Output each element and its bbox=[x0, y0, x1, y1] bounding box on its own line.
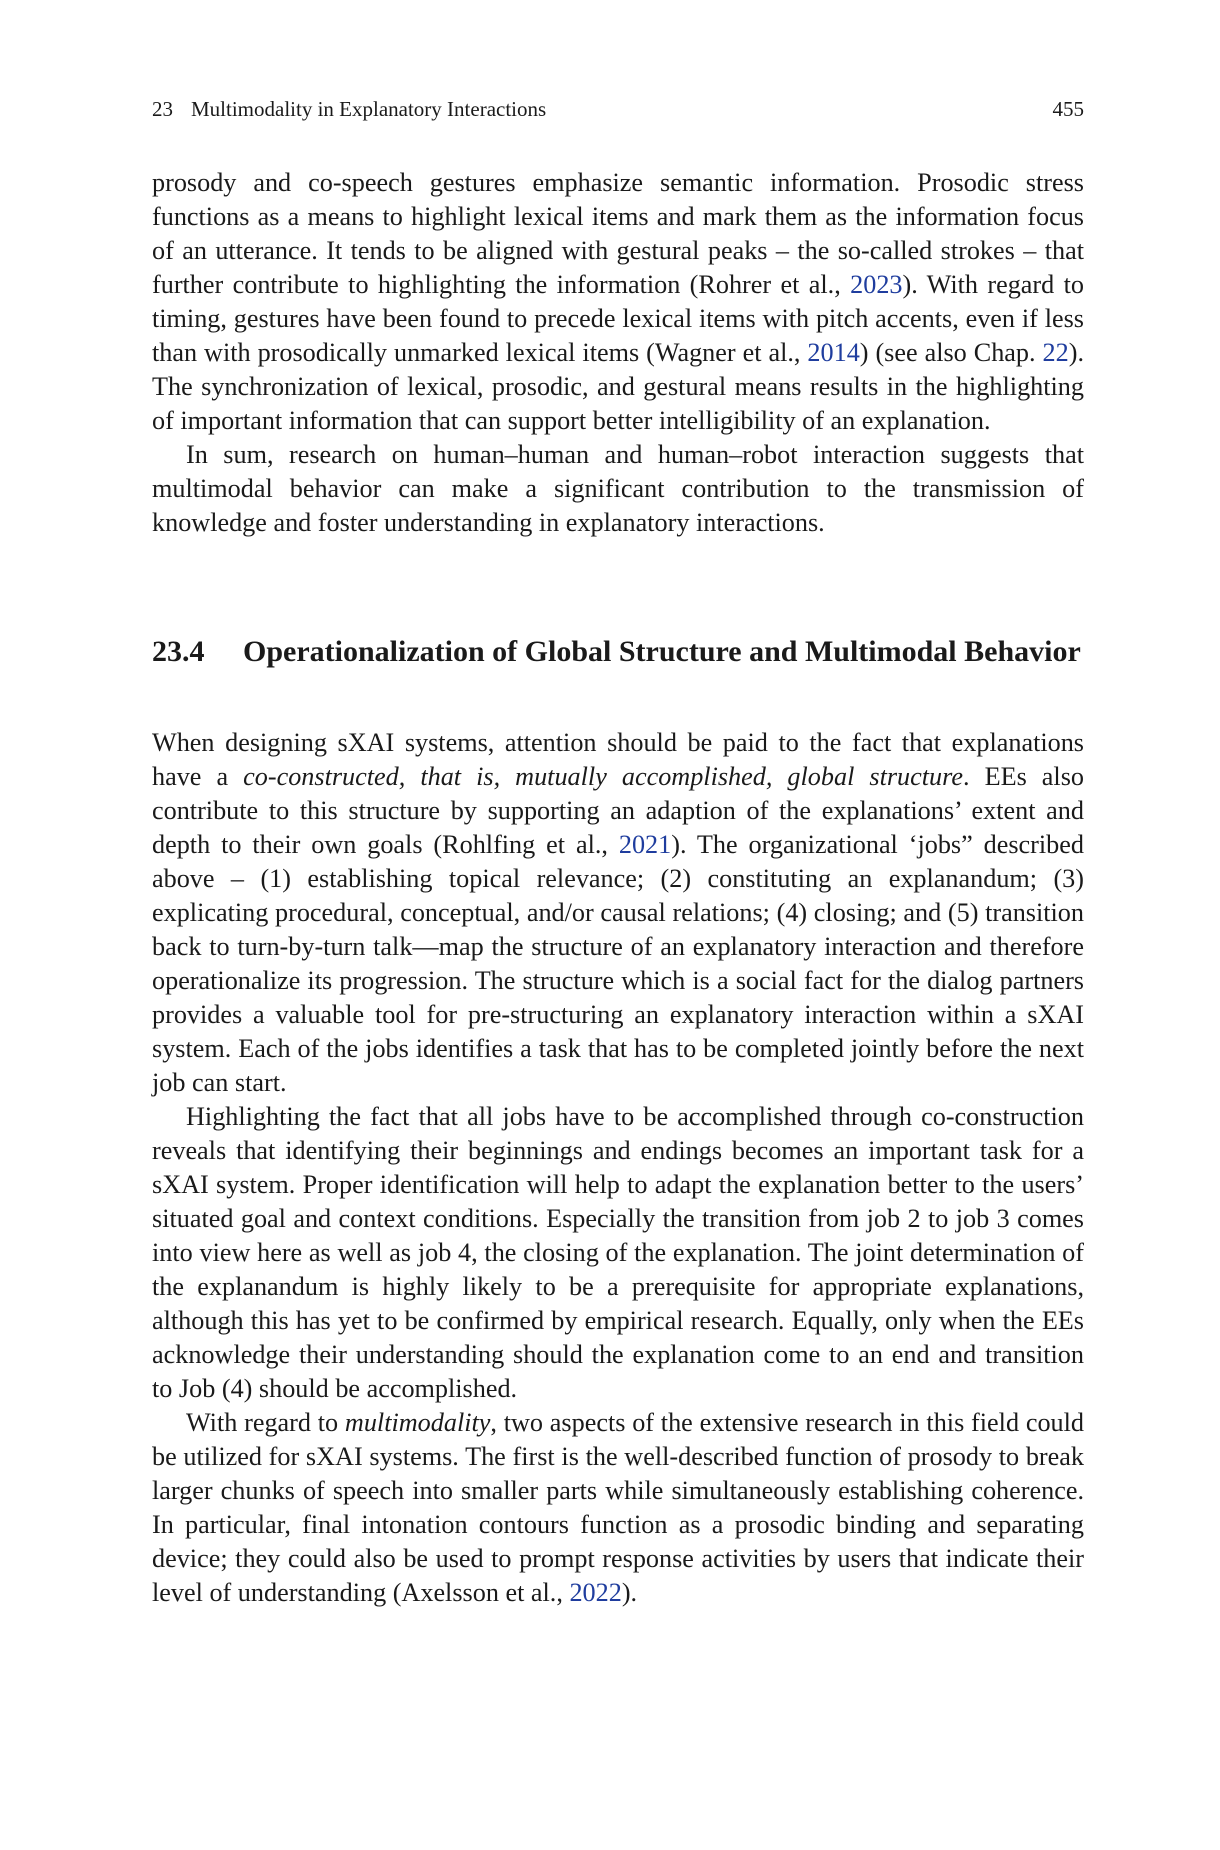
running-head bbox=[152, 96, 1084, 122]
chapter-22-link[interactable]: 22 bbox=[1042, 338, 1069, 367]
para3-text-3: ). The organizational ‘jobs” described above – (1) establishing topical relevance; (2) constituting an explanandum; (3) explicating procedural, conceptual, and/or causal relations; (4) closing; and (5) transition back to turn-by-turn talk—map the structure of an explanatory interaction and therefore operationalize its progression. The structure which is a social fact for the dialog partners provides a valuable tool for pre-structuring an explanatory interaction within a sXAI system. Each of the jobs identifies a task that has to be completed jointly before the next job can start. bbox=[152, 830, 1084, 1097]
para5-text-1: With regard to bbox=[186, 1408, 345, 1437]
chapter-title: Multimodality in Explanatory Interactions bbox=[191, 97, 547, 121]
paragraph-prosody-gestures bbox=[152, 166, 1084, 438]
paragraph-sxai-design bbox=[152, 726, 1084, 1100]
para3-text-2: . EEs also contribute to this structure by supporting an adaption of the explanations’ extent and depth to their own goals (Rohlfing et al., bbox=[152, 762, 1084, 859]
section-title: Operationalization of Global Structure and Multimodal Behavior bbox=[243, 635, 1081, 668]
section-number: 23.4 bbox=[152, 635, 205, 668]
citation-wagner-2014[interactable]: 2014 bbox=[807, 338, 860, 367]
para1-text-4: ). The synchronization of lexical, prosodic, and gestural means results in the highlighting of important information that can support better intelligibility of an explanation. bbox=[152, 338, 1084, 435]
para1-text-1: prosody and co-speech gestures emphasize semantic information. Prosodic stress functions as a means to highlight lexical items and mark them as the information focus of an utterance. It tends to be aligned with gestural peaks – the so-called strokes – that further contribute to highlighting the information (Rohrer et al., bbox=[152, 168, 1084, 299]
para1-text-3: ) (see also Chap. bbox=[859, 338, 1043, 367]
para1-text-2: ). With regard to timing, gestures have been found to precede lexical items with pitch accents, even if less than with prosodically unmarked lexical items (Wagner et al., bbox=[152, 270, 1084, 367]
para3-text-1: When designing sXAI systems, attention should be paid to the fact that explanations have a bbox=[152, 728, 1084, 791]
para3-emphasis: co-constructed, that is, mutually accomplished, global structure bbox=[243, 762, 963, 791]
para5-text-3: ). bbox=[621, 1578, 638, 1607]
section-heading bbox=[152, 632, 1084, 672]
paragraph-multimodality bbox=[152, 1406, 1084, 1610]
para5-emphasis: multimodality bbox=[344, 1408, 491, 1437]
book-page bbox=[152, 96, 1084, 1610]
page-number: 455 bbox=[1052, 97, 1084, 121]
para5-text-2: , two aspects of the extensive research in this field could be utilized for sXAI systems. The first is the well-described function of prosody to break larger chunks of speech into smaller parts while simultaneously establishing coherence. In particular, final intonation contours function as a prosodic binding and separating device; they could also be used to prompt response activities by users that indicate their level of understanding (Axelsson et al., bbox=[152, 1408, 1084, 1607]
running-head-chapter bbox=[152, 96, 546, 122]
paragraph-highlighting-jobs: Highlighting the fact that all jobs have to be accomplished through co-construction reveals that identifying their beginnings and endings becomes an important task for a sXAI system. Proper identification will help to adapt the explanation better to the users’ situated goal and context conditions. Especially the transition from job 2 to job 3 comes into view here as well as job 4, the closing of the explanation. The joint determination of the explanandum is highly likely to be a prerequisite for appropriate explanations, although this has yet to be confirmed by empirical research. Equally, only when the EEs acknowledge their understanding should the explanation come to an end and transition to Job (4) should be accomplished. bbox=[152, 1102, 1084, 1403]
citation-rohrer-2023[interactable]: 2023 bbox=[850, 270, 903, 299]
citation-rohlfing-2021[interactable]: 2021 bbox=[618, 830, 672, 859]
paragraph-in-sum: In sum, research on human–human and human–robot interaction suggests that multimodal behavior can make a significant contribution to the transmission of knowledge and foster understanding in explanatory interactions. bbox=[152, 440, 1084, 537]
citation-axelsson-2022[interactable]: 2022 bbox=[569, 1578, 622, 1607]
chapter-number: 23 bbox=[152, 97, 173, 121]
